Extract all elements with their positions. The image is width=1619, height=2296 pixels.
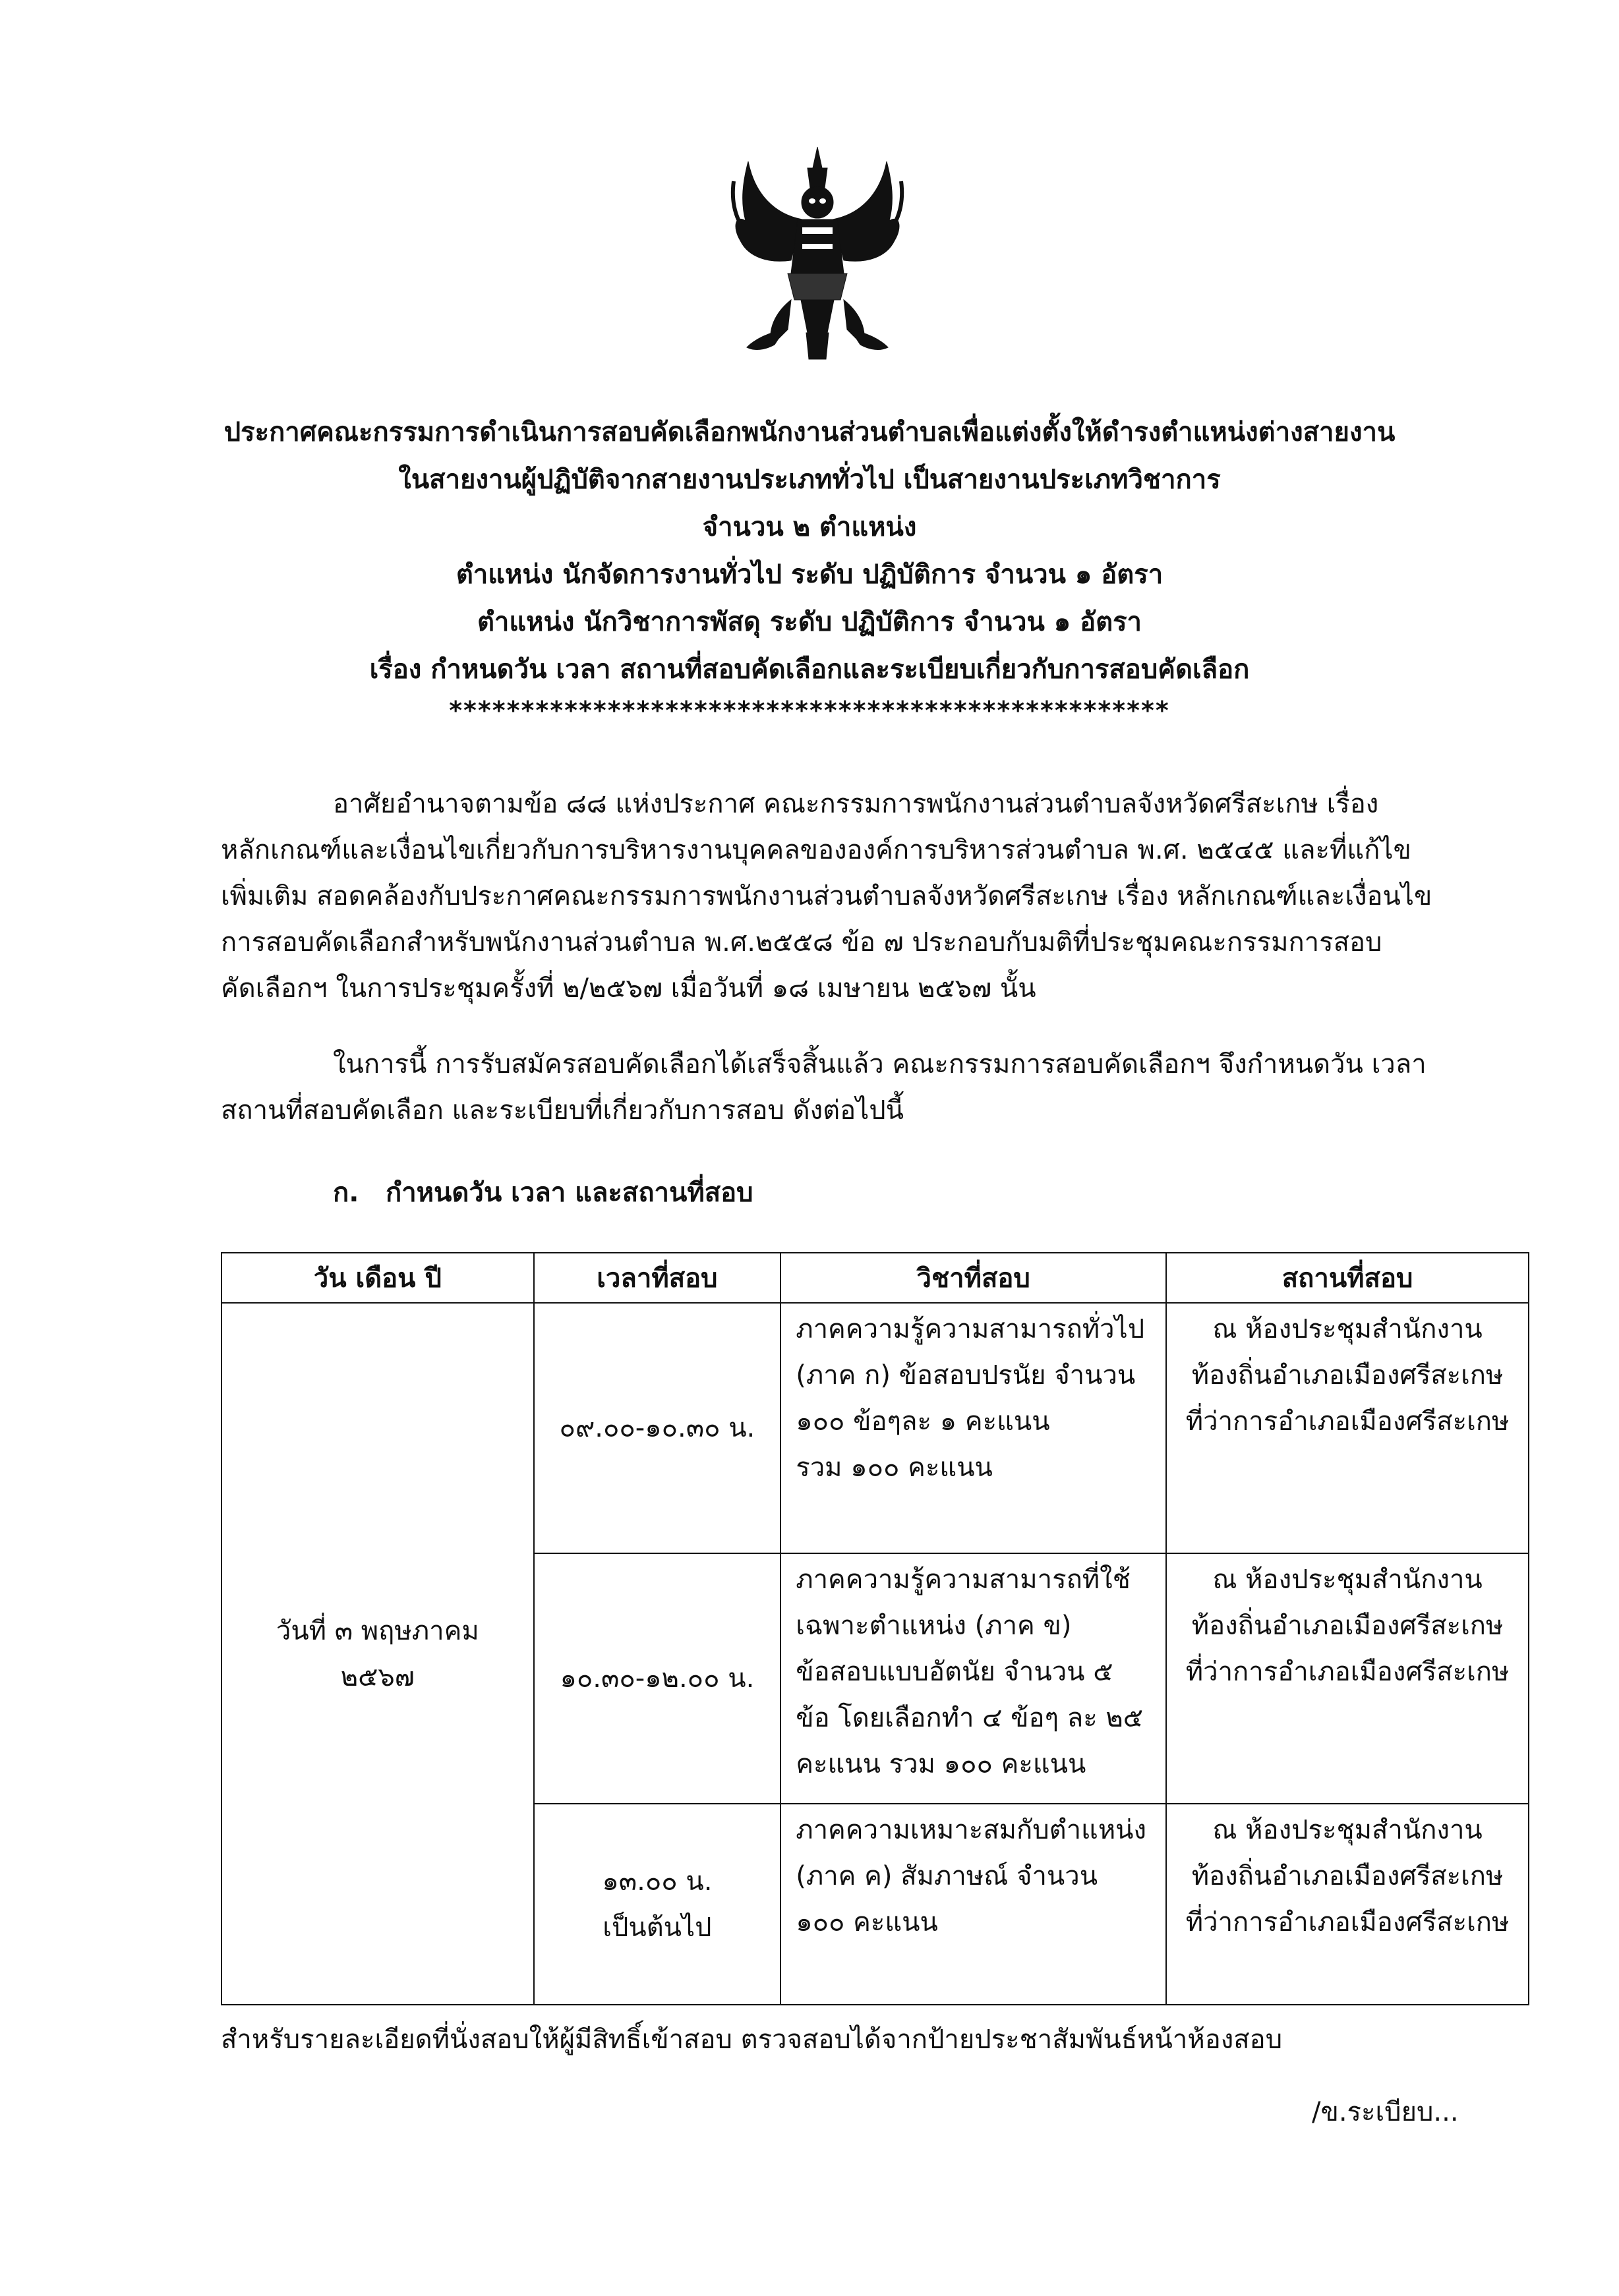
title-line: จำนวน ๒ ตำแหน่ง: [702, 512, 917, 542]
paragraph-line: คัดเลือกฯ ในการประชุมครั้งที่ ๒/๒๕๖๗ เมื่อวันที่ ๑๘ เมษายน ๒๕๖๗ นั้น: [221, 973, 1036, 1004]
title-line: ตำแหน่ง นักวิชาการพัสดุ ระดับ ปฏิบัติการ จำนวน ๑ อัตรา: [477, 607, 1142, 637]
paragraph-authority: [221, 781, 1473, 1012]
paragraph-line: หลักเกณฑ์และเงื่อนไขเกี่ยวกับการบริหารงานบุคคลขององค์การบริหารส่วนตำบล พ.ศ. ๒๕๔๕ และที่แก้ไข: [221, 835, 1411, 865]
title-line: ตำแหน่ง นักจัดการงานทั่วไป ระดับ ปฏิบัติการ จำนวน ๑ อัตรา: [456, 560, 1163, 590]
place-line: ที่ว่าการอำเภอเมืองศรีสะเกษ: [1185, 1406, 1510, 1437]
exam-date-cell: [221, 1303, 534, 2005]
paragraph-line: เพิ่มเติม สอดคล้องกับประกาศคณะกรรมการพนักงานส่วนตำบลจังหวัดศรีสะเกษ เรื่อง หลักเกณฑ์และเงื่อนไข: [221, 881, 1432, 911]
exam-place-cell: [1166, 1804, 1529, 2005]
exam-schedule-table: [221, 1252, 1529, 2005]
header-subject: วิชาที่สอบ: [780, 1253, 1166, 1303]
exam-time-cell: [534, 1804, 781, 2005]
subject-line: คะแนน รวม ๑๐๐ คะแนน: [796, 1749, 1086, 1779]
exam-time: ๑๓.๐๐ น.: [602, 1866, 713, 1897]
paragraph-line: ในการนี้ การรับสมัครสอบคัดเลือกได้เสร็จสิ้นแล้ว คณะกรรมการสอบคัดเลือกฯ จึงกำหนดวัน เวลา: [333, 1049, 1427, 1079]
seating-footnote: สำหรับรายละเอียดที่นั่งสอบให้ผู้มีสิทธิ์เข้าสอบ ตรวจสอบได้จากป้ายประชาสัมพันธ์หน้าห้องสอบ: [221, 2024, 1283, 2055]
place-line: ณ ห้องประชุมสำนักงาน: [1212, 1815, 1483, 1845]
exam-subject-cell: [780, 1804, 1166, 2005]
place-line: ที่ว่าการอำเภอเมืองศรีสะเกษ: [1185, 1907, 1510, 1937]
subject-line: ข้อสอบแบบอัตนัย จำนวน ๕: [796, 1657, 1113, 1687]
subject-line: ๑๐๐ ข้อๆละ ๑ คะแนน: [796, 1406, 1050, 1437]
announcement-title: [0, 409, 1619, 724]
exam-time: ๑๐.๓๐-๑๒.๐๐ น.: [560, 1663, 755, 1694]
header-place: สถานที่สอบ: [1166, 1253, 1529, 1303]
subject-line: ภาคความรู้ความสามารถทั่วไป: [796, 1314, 1145, 1344]
header-date: วัน เดือน ปี: [221, 1253, 534, 1303]
title-line: ในสายงานผู้ปฏิบัติจากสายงานประเภททั่วไป เป็นสายงานประเภทวิชาการ: [398, 465, 1221, 495]
exam-time-note: เป็นต้นไป: [603, 1912, 712, 1943]
place-line: ท้องถิ่นอำเภอเมืองศรีสะเกษ: [1191, 1360, 1504, 1391]
exam-date: วันที่ ๓ พฤษภาคม: [276, 1615, 479, 1646]
paragraph-line: การสอบคัดเลือกสำหรับพนักงานส่วนตำบล พ.ศ.๒๕๕๘ ข้อ ๗ ประกอบกับมติที่ประชุมคณะกรรมการสอบ: [221, 927, 1382, 958]
subject-line: ภาคความเหมาะสมกับตำแหน่ง: [796, 1815, 1147, 1845]
subject-line: เรื่อง กำหนดวัน เวลา สถานที่สอบคัดเลือกและระเบียบเกี่ยวกับการสอบคัดเลือก: [369, 654, 1250, 685]
subject-line: รวม ๑๐๐ คะแนน: [796, 1452, 993, 1483]
place-line: ท้องถิ่นอำเภอเมืองศรีสะเกษ: [1191, 1611, 1504, 1641]
garuda-emblem-icon: [728, 142, 906, 366]
subject-line: เฉพาะตำแหน่ง (ภาค ข): [796, 1611, 1072, 1641]
exam-time-cell: [534, 1303, 781, 1553]
exam-place-cell: [1166, 1553, 1529, 1804]
table-row: [221, 1303, 1529, 1553]
subject-line: (ภาค ก) ข้อสอบปรนัย จำนวน: [796, 1360, 1136, 1391]
exam-place-cell: [1166, 1303, 1529, 1553]
title-line: ประกาศคณะกรรมการดำเนินการสอบคัดเลือกพนักงานส่วนตำบลเพื่อแต่งตั้งให้ดำรงตำแหน่งต่างสายงาน: [223, 417, 1396, 447]
place-line: ที่ว่าการอำเภอเมืองศรีสะเกษ: [1185, 1657, 1510, 1687]
place-line: ณ ห้องประชุมสำนักงาน: [1212, 1564, 1483, 1595]
subject-line: ข้อ โดยเลือกทำ ๔ ข้อๆ ละ ๒๕: [796, 1703, 1144, 1733]
subject-line: ภาคความรู้ความสามารถที่ใช้: [796, 1564, 1131, 1595]
subject-line: (ภาค ค) สัมภาษณ์ จำนวน: [796, 1861, 1098, 1891]
table-header-row: [221, 1253, 1529, 1303]
asterisk-divider: **************************************************: [449, 696, 1170, 725]
section-title: กำหนดวัน เวลา และสถานที่สอบ: [386, 1178, 753, 1208]
paragraph-line: สถานที่สอบคัดเลือก และระเบียบที่เกี่ยวกับการสอบ ดังต่อไปนี้: [221, 1095, 904, 1126]
section-heading: [333, 1170, 753, 1216]
exam-year: ๒๕๖๗: [340, 1661, 415, 1692]
continuation-marker: /ข.ระเบียบ...: [1312, 2097, 1459, 2127]
header-time: เวลาที่สอบ: [534, 1253, 781, 1303]
exam-subject-cell: [780, 1303, 1166, 1553]
exam-time: ๐๙.๐๐-๑๐.๓๐ น.: [559, 1413, 755, 1443]
exam-subject-cell: [780, 1553, 1166, 1804]
section-number: ก.: [333, 1178, 359, 1208]
place-line: ท้องถิ่นอำเภอเมืองศรีสะเกษ: [1191, 1861, 1504, 1891]
subject-line: ๑๐๐ คะแนน: [796, 1907, 938, 1937]
paragraph-announcement: [221, 1041, 1473, 1134]
paragraph-line: อาศัยอำนาจตามข้อ ๘๘ แห่งประกาศ คณะกรรมการพนักงานส่วนตำบลจังหวัดศรีสะเกษ เรื่อง: [333, 789, 1379, 819]
exam-time-cell: [534, 1553, 781, 1804]
place-line: ณ ห้องประชุมสำนักงาน: [1212, 1314, 1483, 1344]
